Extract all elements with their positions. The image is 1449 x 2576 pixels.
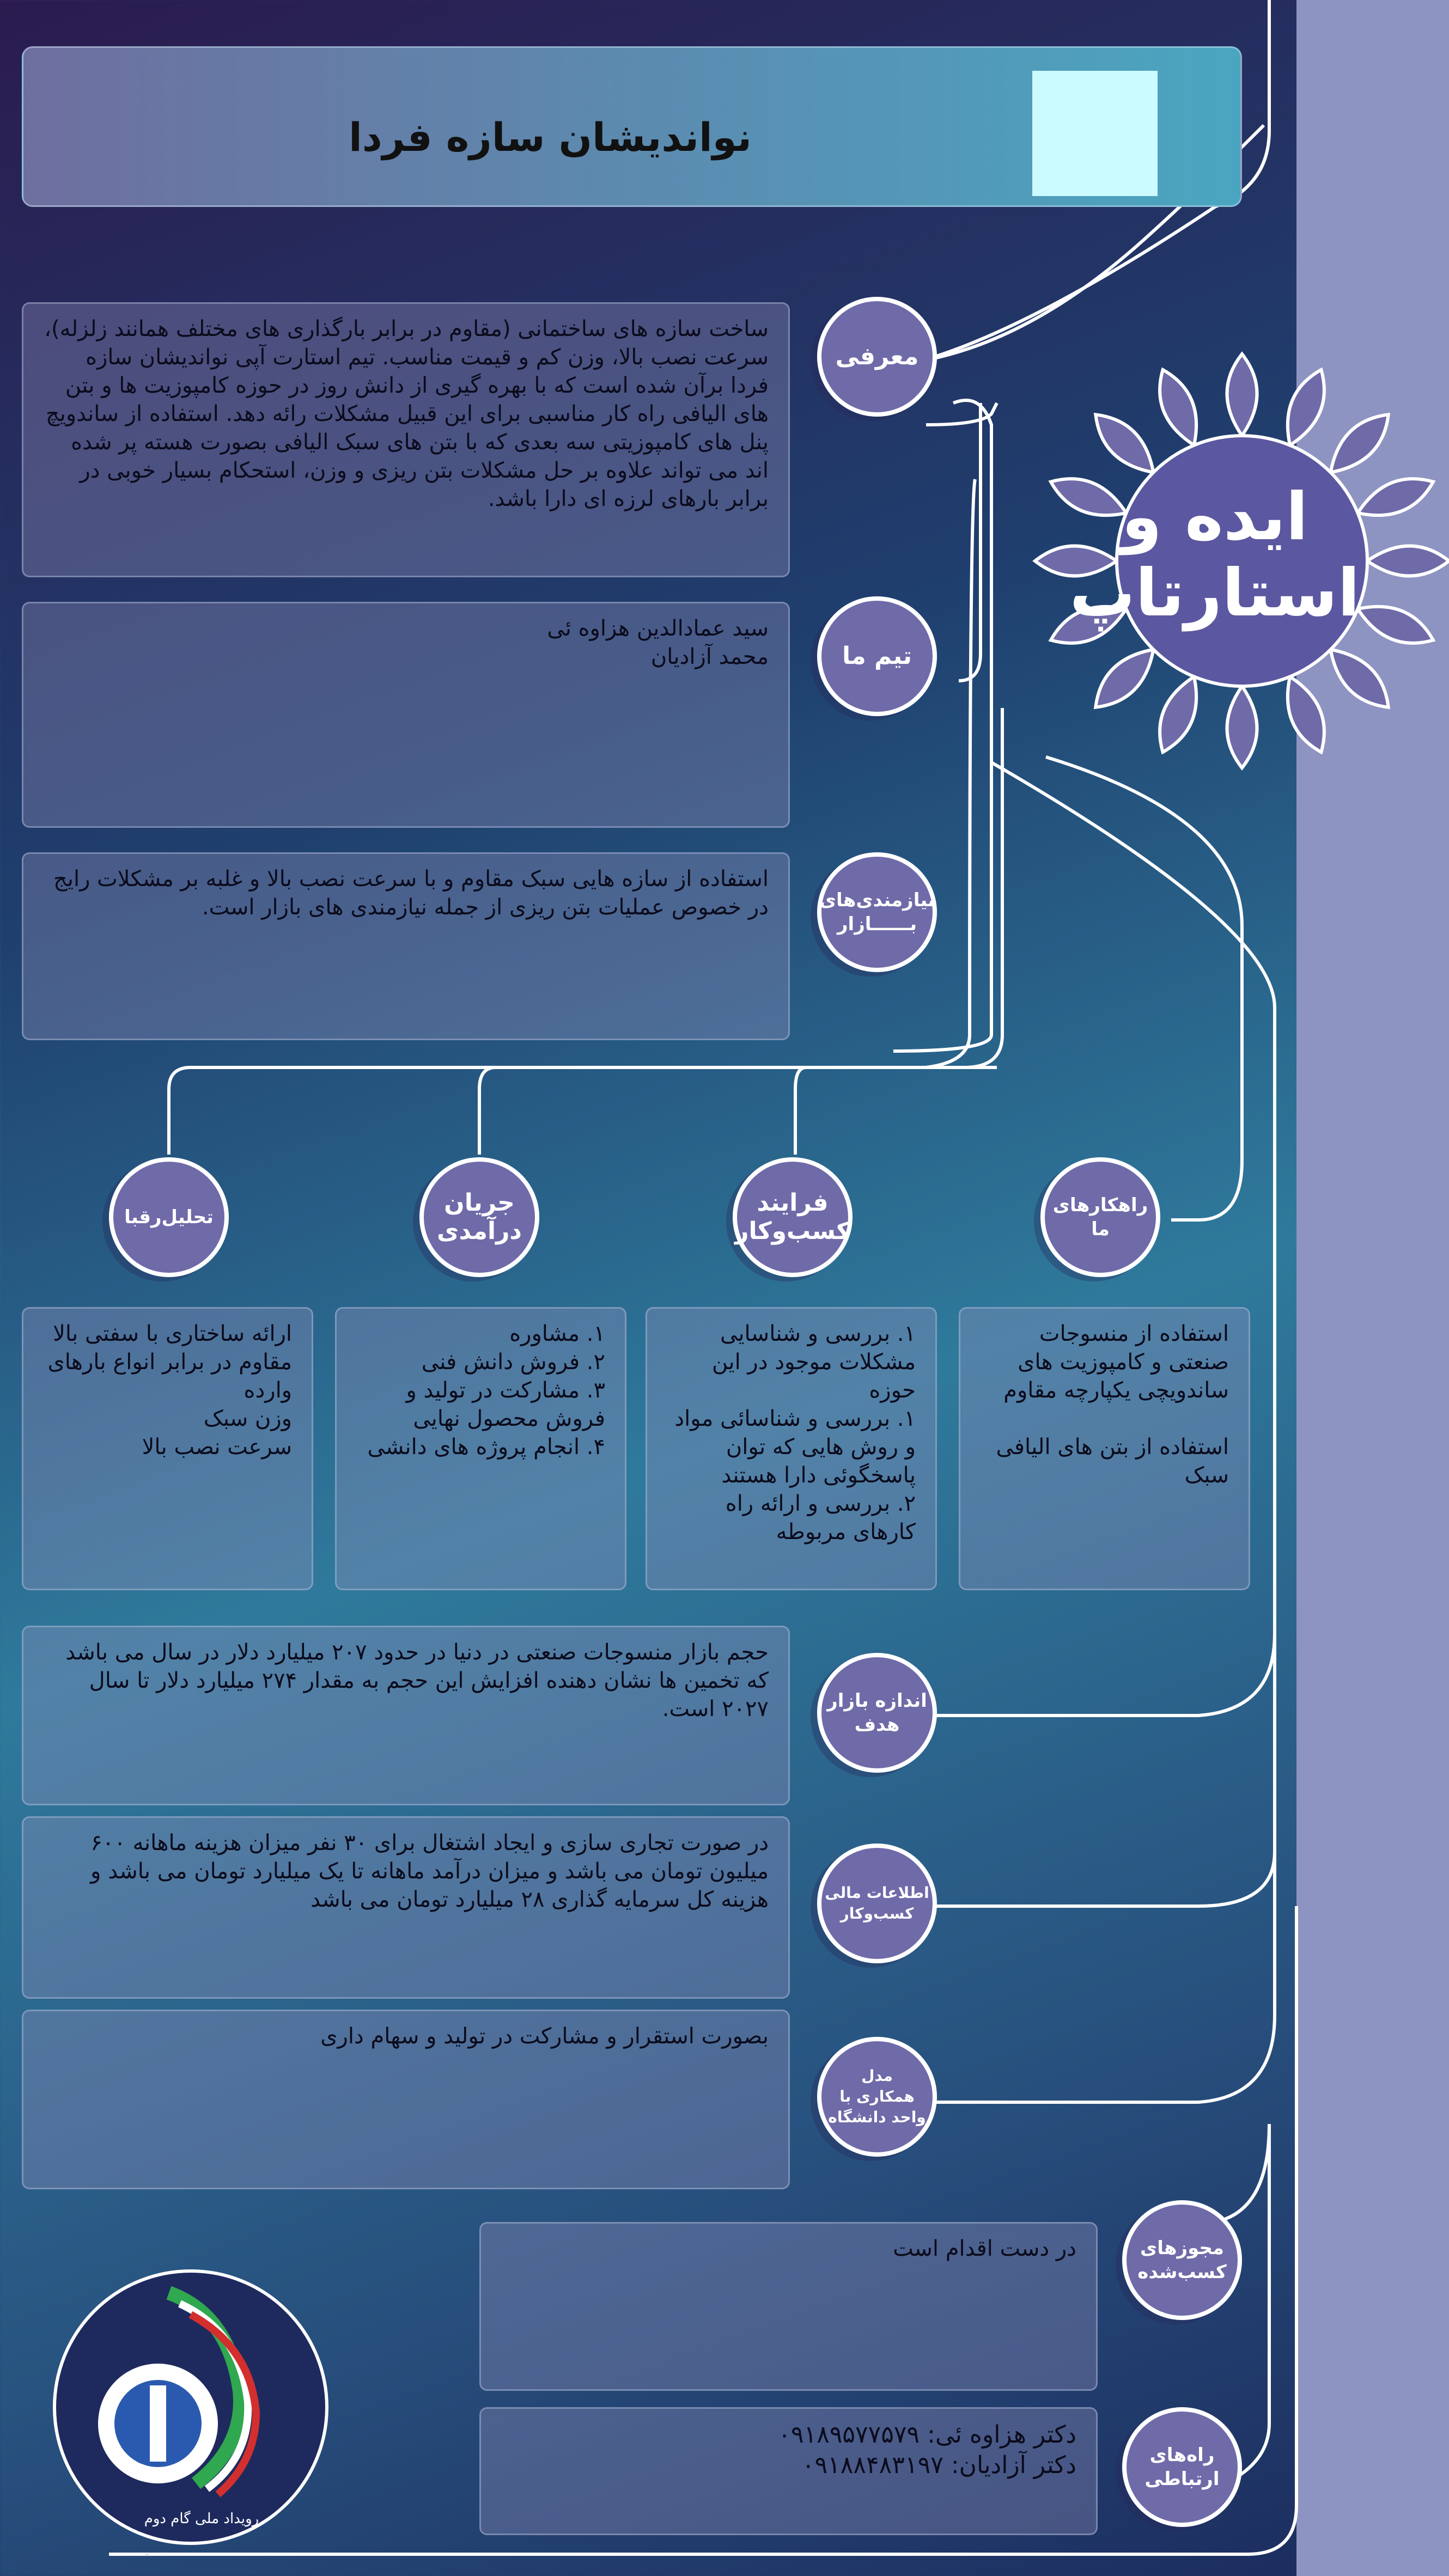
contact-badge: راه‌های ارتباطی <box>1122 2407 1242 2527</box>
competitors-badge: تحلیل‌رقبا <box>109 1157 229 1277</box>
contact-panel: دکتر هزاوه ئی: ۰۹۱۸۹۵۷۷۵۷۹ دکتر آزادیان: ۰۹۱۸۸۴۸۳۱۹۷ <box>479 2407 1098 2535</box>
business-process-badge: فرایند کسب‌و‌کار <box>733 1157 853 1277</box>
licenses-panel: در دست اقدام است <box>479 2222 1098 2391</box>
cooperation-panel: بصورت استقرار و مشارکت در تولید و سهام داری <box>22 2010 790 2189</box>
market-needs-panel: استفاده از سازه هایی سبک مقاوم و با سرعت نصب بالا و غلبه بر مشکلات رایج در خصوص عملیات بتن ریزی از جمله نیازمندی های بازار است. <box>22 852 790 1040</box>
solutions-panel: استفاده از منسوجات صنعتی و کامپوزیت های ساندویچی یکپارچه مقاوم استفاده از بتن های الیافی سبک <box>959 1307 1250 1590</box>
logo-sub-text: رویداد ملی گام دوم <box>144 2511 259 2527</box>
cooperation-badge: مدل همکاری با واحد دانشگاه <box>817 2037 937 2157</box>
logo-ring-text <box>38 2554 354 2555</box>
target-market-badge: اندازه بازار هدف <box>817 1653 937 1773</box>
page-title: نواندیشان سازه فردا <box>349 114 752 160</box>
theme-title: ایده و استارتاپ <box>1069 479 1360 631</box>
revenue-panel: ۱. مشاوره ۲. فروش دانش فنی ۳. مشارکت در تولید و فروش محصول نهایی ۴. انجام پروژه های دانشی <box>335 1307 626 1590</box>
financial-badge: اطلاعات مالی کسب‌و‌کار <box>817 1844 937 1963</box>
team-panel: سید عمادالدین هزاوه ئی محمد آزادیان <box>22 602 790 828</box>
competitors-panel: ارائه ساختاری با سفتی بالا مقاوم در برابر انواع بارهای وارده وزن سبک سرعت نصب بالا <box>22 1307 313 1590</box>
revenue-badge: جریان درآمدی <box>419 1157 539 1277</box>
intro-panel: ساخت سازه های ساختمانی (مقاوم در برابر بارگذاری های مختلف همانند زلزله)، سرعت نصب بالا، وزن کم و قیمت مناسب. تیم استارت آپی نواندیشان سازه فردا برآن شده است که با بهره گیری از دانش روز در حوزه کامپوزیت ها و بتن های الیافی راه کار مناسبی برای این قبیل مشکلات رائه دهد. استفاده از ساندویچ پنل های کامپوزیتی سه بعدی که با بتن های سبک الیافی بصورت هسته پر شده اند می تواند علاوه بر حل مشکلات بتن ریزی و وزن، استحکام بسیار خوبی در برابر بارهای لرزه ای دارا باشد. <box>22 302 790 577</box>
business-process-panel: ۱. بررسی و شناسایی مشکلات موجود در این حوزه ۱. بررسی و شناسائی مواد و روش هایی که توان پاسخگوئی دارا هستند ۲. بررسی و ارائه راه کارهای مربوطه <box>646 1307 937 1590</box>
solutions-badge: راهکارهای ما <box>1040 1157 1160 1277</box>
university-logo-icon <box>33 2249 349 2554</box>
market-needs-badge: نیازمندی‌های بــــــازار <box>817 852 937 972</box>
logo-placeholder <box>1032 71 1158 196</box>
licenses-badge: مجوزهای کسب‌شده <box>1122 2200 1242 2320</box>
intro-badge: معرفی <box>817 297 937 417</box>
financial-panel: در صورت تجاری سازی و ایجاد اشتغال برای ۳۰ نفر میزان هزینه ماهانه ۶۰۰ میلیون تومان می باشد و میزان درآمد ماهانه تا یک میلیارد تومان می باشد و هزینه کل سرمایه گذاری ۲۸ میلیارد تومان می باشد <box>22 1816 790 1999</box>
team-badge: تیم ما <box>817 596 937 716</box>
target-market-panel: حجم بازار منسوجات صنعتی در دنیا در حدود ۲۰۷ میلیارد دلار در سال می باشد که تخمین ها نشان دهنده افزایش این حجم به مقدار ۲۷۴ میلیارد دلار تا سال ۲۰۲۷ است. <box>22 1626 790 1805</box>
